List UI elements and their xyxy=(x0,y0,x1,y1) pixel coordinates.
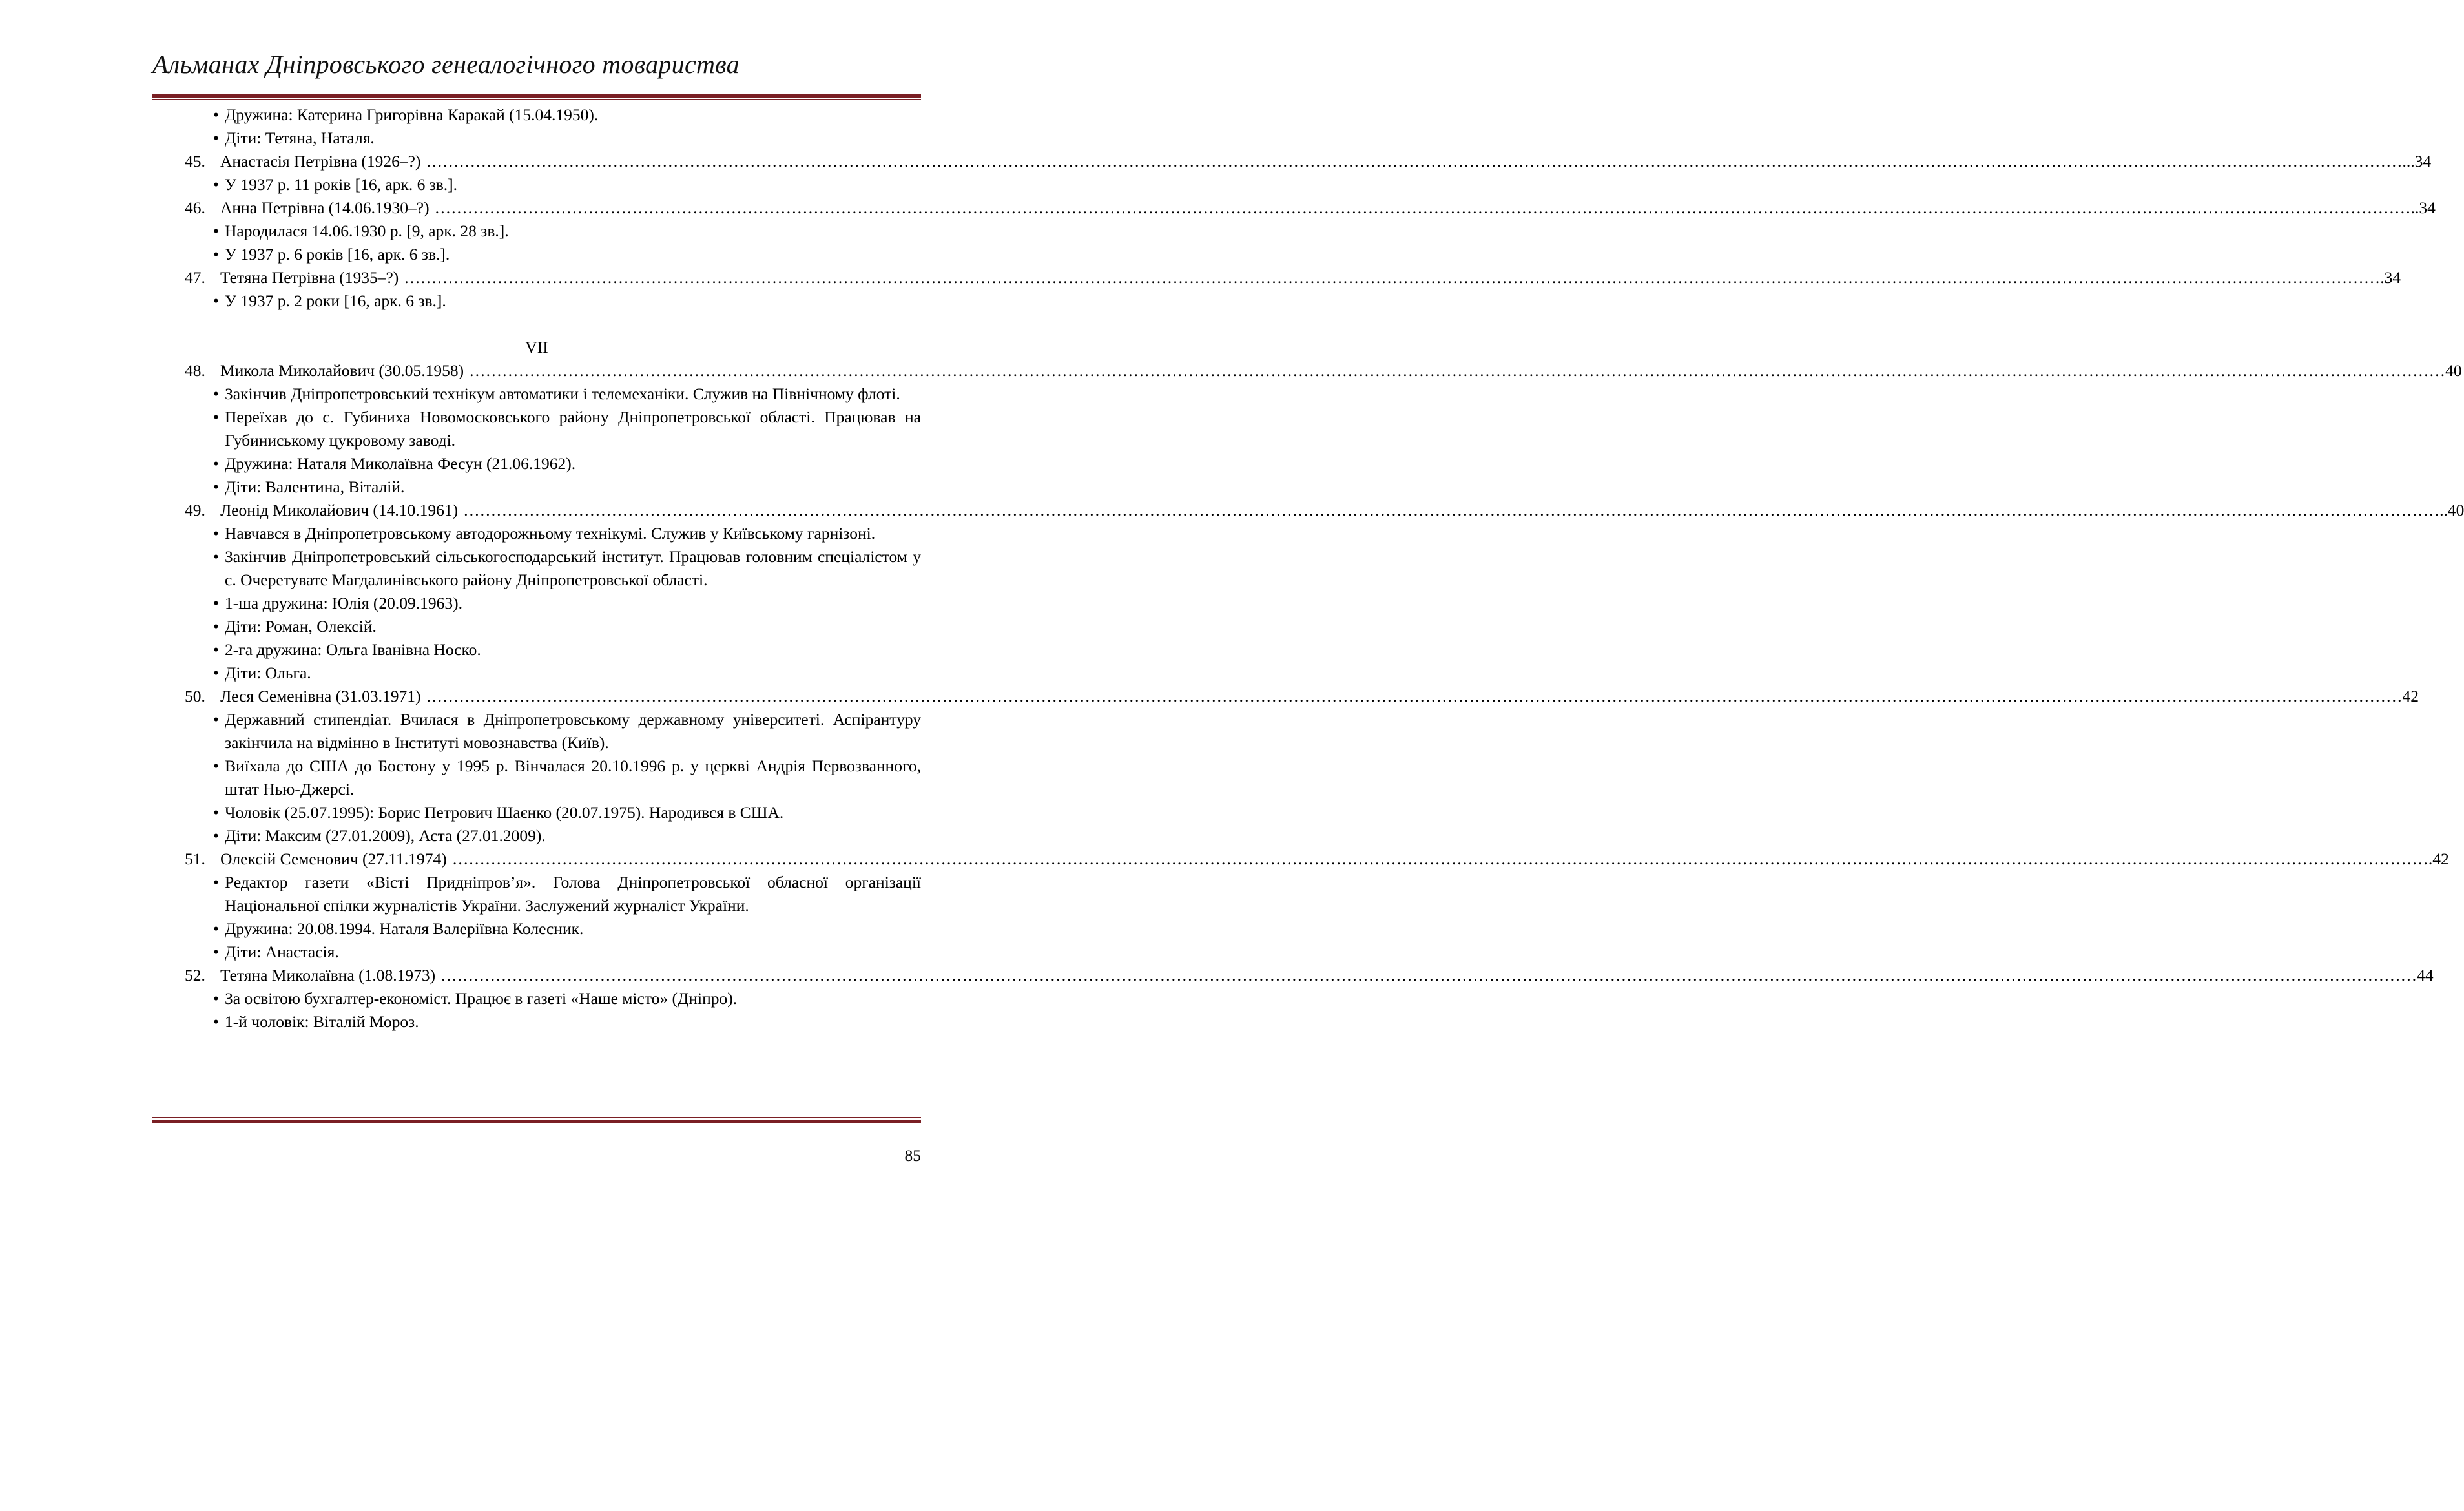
entry-number: 48. xyxy=(185,361,205,380)
entry-heading xyxy=(152,685,2419,708)
list-item: • Діти: Анастасія. xyxy=(152,941,921,964)
list-item: • Діти: Роман, Олексій. xyxy=(152,615,921,638)
entry-page-ref: .34 xyxy=(2380,268,2401,287)
bullet-icon: • xyxy=(213,594,219,612)
list-item: • Діти: Максим (27.01.2009), Аста (27.01.2009). xyxy=(152,824,921,848)
bullet-icon: • xyxy=(213,919,219,938)
entry-heading xyxy=(152,359,2462,382)
entry-number: 45. xyxy=(185,152,205,171)
page-number: 85 xyxy=(904,1146,921,1165)
bullet-icon: • xyxy=(213,524,219,543)
leader-dots: ……………………………………………………………………………………………………………………………………………………………………………………………………………………………………………………………………………………………………………………………… xyxy=(463,501,2440,519)
list-item: • Діти: Ольга. xyxy=(152,662,921,685)
list-item: • Редактор газети «Вісті Придніпров’я». Голова Дніпропетровської обласної організації Національної спілки журналістів України. Заслужений журналіст України. xyxy=(152,871,921,917)
list-item: • Дружина: Катерина Григорівна Каракай (15.04.1950). xyxy=(152,103,921,127)
list-item: • Переїхав до с. Губиниха Новомосковського району Дніпропетровської області. Працював на Губиниському цукровому заводі. xyxy=(152,406,921,452)
entry-page-ref: .42 xyxy=(2428,849,2449,868)
bullet-icon: • xyxy=(213,873,219,891)
bullet-icon: • xyxy=(213,803,219,822)
bullet-icon: • xyxy=(213,291,219,310)
leader-dots: ……………………………………………………………………………………………………………………………………………………………………………………………………………………………………………………………………………………………………………………………… xyxy=(434,198,2411,217)
entry-page-ref: ..34 xyxy=(2410,198,2436,217)
bullet-icon: • xyxy=(213,617,219,636)
list-item: • У 1937 р. 2 роки [16, арк. 6 зв.]. xyxy=(152,289,921,313)
leader-dots: ……………………………………………………………………………………………………………………………………………………………………………………………………………………………………………………………………………………………………………………………… xyxy=(440,966,2417,985)
bullet-icon: • xyxy=(213,175,219,194)
bullet-icon: • xyxy=(213,245,219,264)
entry-name: Тетяна Петрівна (1935–?) xyxy=(220,268,399,287)
list-item: • За освітою бухгалтер-економіст. Працює в газеті «Наше місто» (Дніпро). xyxy=(152,987,921,1010)
bullet-icon: • xyxy=(213,477,219,496)
list-item: • Закінчив Дніпропетровський технікум автоматики і телемеханіки. Служив на Північному флоті. xyxy=(152,382,921,406)
page-body xyxy=(152,103,2464,1034)
bullet-icon: • xyxy=(213,756,219,775)
entry-heading xyxy=(152,499,2464,522)
list-item: • Діти: Валентина, Віталій. xyxy=(152,475,921,499)
running-header: Альманах Дніпровського генеалогічного товариства xyxy=(152,50,740,79)
entry-name: Тетяна Миколаївна (1.08.1973) xyxy=(220,966,436,985)
list-item: • У 1937 р. 6 років [16, арк. 6 зв.]. xyxy=(152,243,921,266)
leader-dots: ……………………………………………………………………………………………………………………………………………………………………………………………………………………………………………………………………………………………………………………………… xyxy=(451,849,2428,868)
entry-number: 46. xyxy=(185,198,205,217)
entries-group-vi xyxy=(152,150,2436,313)
entry-page-ref: 44 xyxy=(2417,966,2434,985)
bullet-icon: • xyxy=(213,943,219,961)
header-rule xyxy=(152,94,921,100)
entry-heading xyxy=(152,150,2432,173)
section-title: VII xyxy=(525,338,548,357)
list-item: • 1-й чоловік: Віталій Мороз. xyxy=(152,1010,921,1034)
entry-page-ref: ..40 xyxy=(2439,501,2464,519)
entry-name: Микола Миколайович (30.05.1958) xyxy=(220,361,464,380)
entry-number: 51. xyxy=(185,849,205,868)
entry-name: Анастасія Петрівна (1926–?) xyxy=(220,152,421,171)
bullet-icon: • xyxy=(213,129,219,147)
list-item: • Навчався в Дніпропетровському автодорожньому технікумі. Служив у Київському гарнізоні. xyxy=(152,522,921,545)
list-item: • Народилася 14.06.1930 р. [9, арк. 28 зв.]. xyxy=(152,220,921,243)
entries-group-vii xyxy=(152,359,2464,1034)
bullet-icon: • xyxy=(213,710,219,729)
entry-name: Леонід Миколайович (14.10.1961) xyxy=(220,501,459,519)
list-item: • Закінчив Дніпропетровський сільськогосподарський інститут. Працював головним спеціалістом у с. Очеретувате Магдалинівського району Дніпропетровської області. xyxy=(152,545,921,592)
leader-dots: ……………………………………………………………………………………………………………………………………………………………………………………………………………………………………………………………………………………………………………………………… xyxy=(469,361,2446,380)
entry-heading xyxy=(152,964,2434,987)
leader-dots: ……………………………………………………………………………………………………………………………………………………………………………………………………………………………………………………………………………………………………………………………… xyxy=(404,268,2381,287)
bullet-icon: • xyxy=(213,663,219,682)
bullet-icon: • xyxy=(213,105,219,124)
entry-number: 49. xyxy=(185,501,205,519)
bullet-icon: • xyxy=(213,1012,219,1031)
list-item: • Чоловік (25.07.1995): Борис Петрович Шаєнко (20.07.1975). Народився в США. xyxy=(152,801,921,824)
leader-dots: ……………………………………………………………………………………………………………………………………………………………………………………………………………………………………………………………………………………………………………………………… xyxy=(426,152,2403,171)
entry-heading xyxy=(152,848,2449,871)
entry-number: 50. xyxy=(185,687,205,705)
list-item: • У 1937 р. 11 років [16, арк. 6 зв.]. xyxy=(152,173,921,196)
bullet-icon: • xyxy=(213,454,219,473)
footer-rule xyxy=(152,1117,921,1123)
entry-heading xyxy=(152,266,2401,289)
list-item: • Виїхала до США до Бостону у 1995 р. Вінчалася 20.10.1996 р. у церкві Андрія Первозванного, штат Нью-Джерсі. xyxy=(152,755,921,801)
entry-number: 47. xyxy=(185,268,205,287)
bullet-icon: • xyxy=(213,547,219,566)
bullet-icon: • xyxy=(213,408,219,426)
bullet-icon: • xyxy=(213,384,219,403)
list-item: • Діти: Тетяна, Наталя. xyxy=(152,127,921,150)
entry-page-ref: 42 xyxy=(2402,687,2419,705)
entry-name: Леся Семенівна (31.03.1971) xyxy=(220,687,421,705)
entry-number: 52. xyxy=(185,966,205,985)
bullet-icon: • xyxy=(213,222,219,240)
bullet-icon: • xyxy=(213,640,219,659)
entry-page-ref: ...34 xyxy=(2402,152,2432,171)
leader-dots: ……………………………………………………………………………………………………………………………………………………………………………………………………………………………………………………………………………………………………………………………… xyxy=(426,687,2403,705)
entry-name: Анна Петрівна (14.06.1930–?) xyxy=(220,198,430,217)
entry-page-ref: 40 xyxy=(2445,361,2462,380)
bullet-icon: • xyxy=(213,989,219,1008)
list-item: • Дружина: 20.08.1994. Наталя Валеріївна Колесник. xyxy=(152,917,921,941)
list-item: • Державний стипендіат. Вчилася в Дніпропетровському державному університеті. Аспірантуру закінчила на відмінно в Інституті мовознавства (Київ). xyxy=(152,708,921,755)
entry-name: Олексій Семенович (27.11.1974) xyxy=(220,849,447,868)
bullet-icon: • xyxy=(213,826,219,845)
list-item: • 2-га дружина: Ольга Іванівна Носко. xyxy=(152,638,921,662)
entry-heading xyxy=(152,196,2436,220)
list-item: • Дружина: Наталя Миколаївна Фесун (21.06.1962). xyxy=(152,452,921,475)
list-item: • 1-ша дружина: Юлія (20.09.1963). xyxy=(152,592,921,615)
